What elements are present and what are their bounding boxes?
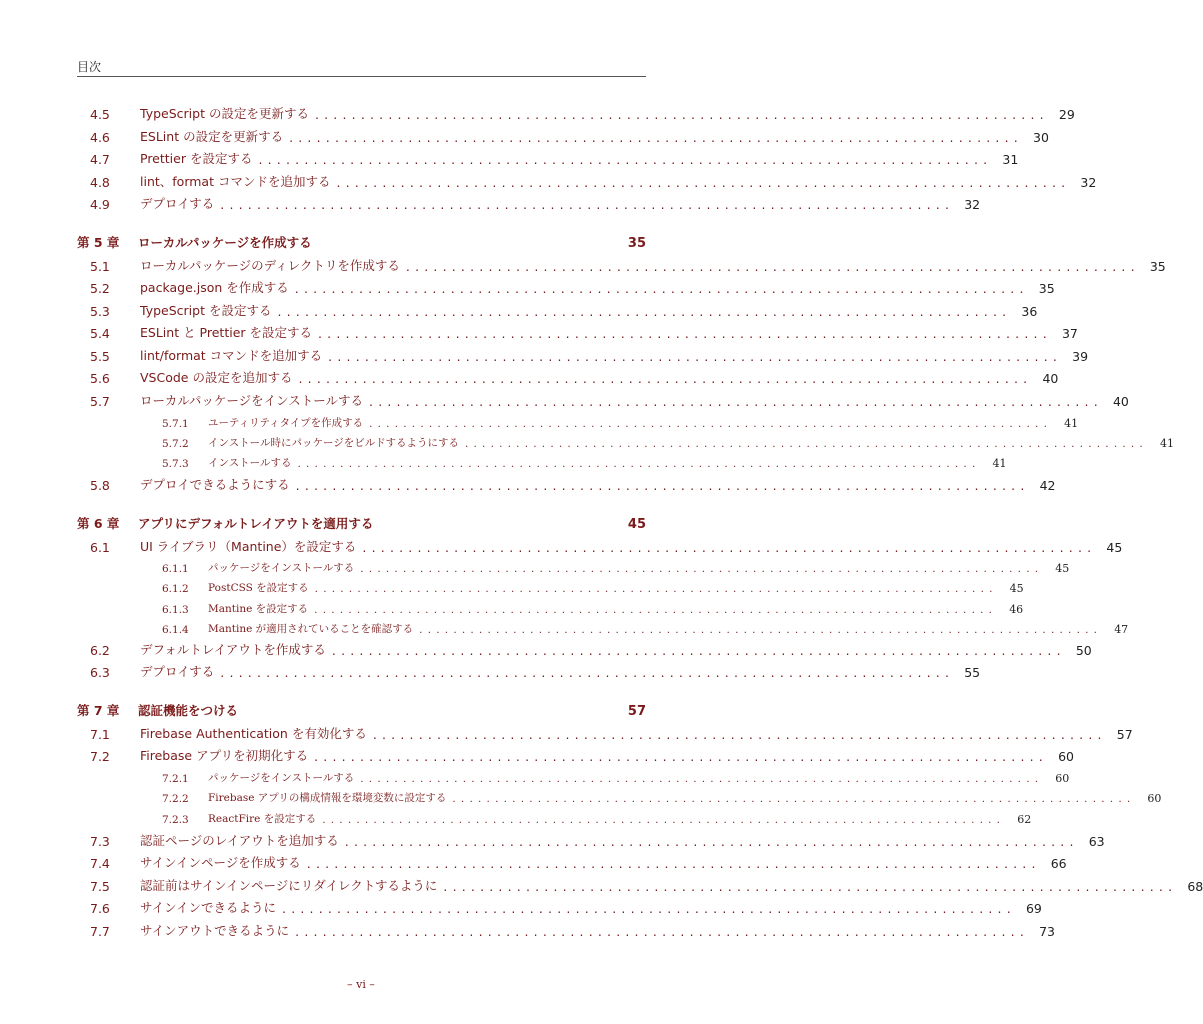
entry-number: 6.1.3 (162, 604, 189, 616)
entry-title: ESLint の設定を更新する (140, 129, 284, 144)
entry-number: 4.7 (90, 152, 110, 167)
entry-title: インストール時にパッケージをビルドするようにする (208, 437, 459, 449)
entry-number: 7.1 (90, 727, 110, 742)
dot-leader: ................................................................................ (298, 371, 1033, 386)
entry-page-number: 40 (1042, 371, 1059, 386)
entry-number: 7.3 (90, 834, 110, 849)
entry-number: 7.2 (90, 749, 110, 764)
page-folio: – vi – (347, 978, 375, 991)
entry-page-number: 69 (1025, 901, 1042, 916)
toc-section-entry[interactable] (77, 831, 1105, 849)
dot-leader: ................................................................................ (277, 304, 1012, 319)
toc-section-entry[interactable] (77, 301, 1038, 319)
dot-leader: ................................................................................ (314, 107, 1049, 122)
entry-title: Mantine を設定する (208, 603, 309, 615)
dot-leader: ................................................................................ (318, 326, 1052, 341)
entry-title: package.json を作成する (140, 280, 289, 295)
entry-number: 5.7.2 (162, 438, 189, 450)
entry-title: lint、format コマンドを追加する (140, 174, 331, 189)
toc-section-entry[interactable] (77, 876, 1203, 894)
entry-number: 7.6 (90, 901, 110, 916)
toc-section-entry[interactable] (77, 346, 1089, 364)
entry-title: サインインできるように (140, 900, 277, 915)
entry-number: 5.8 (90, 478, 110, 493)
entry-page-number: 45 (1055, 562, 1070, 575)
toc-chapter-entry[interactable] (77, 233, 646, 251)
toc-subsection-entry[interactable] (162, 618, 1129, 636)
toc-section-entry[interactable] (77, 149, 1019, 167)
toc-section-entry[interactable] (77, 104, 1075, 122)
entry-title: デプロイする (140, 664, 215, 679)
entry-page-number: 60 (1055, 772, 1070, 785)
header-rule (77, 76, 646, 77)
entry-page-number: 35 (627, 236, 646, 251)
entry-number: 5.7.1 (162, 418, 189, 430)
toc-chapter-entry[interactable] (77, 701, 646, 719)
entry-title: VSCode の設定を追加する (140, 370, 293, 385)
entry-page-number: 37 (1061, 326, 1078, 341)
entry-page-number: 41 (992, 457, 1007, 470)
toc-section-entry[interactable] (77, 662, 981, 680)
entry-page-number: 42 (1039, 478, 1056, 493)
dot-leader: ................................................................................ (220, 197, 955, 212)
toc-subsection-entry[interactable] (162, 767, 1070, 785)
entry-title: ローカルパッケージを作成する (138, 235, 312, 250)
toc-section-entry[interactable] (77, 724, 1133, 742)
entry-page-number: 41 (1159, 437, 1174, 450)
entry-page-number: 40 (1112, 394, 1129, 409)
entry-number: 第 5 章 (77, 235, 120, 250)
entry-number: 5.1 (90, 259, 110, 274)
toc-section-entry[interactable] (77, 853, 1067, 871)
entry-number: 6.1.2 (162, 583, 189, 595)
dot-leader: ................................................................................ (372, 727, 1107, 742)
dot-leader: ................................................................................ (331, 643, 1066, 658)
entry-page-number: 39 (1072, 349, 1089, 364)
toc-section-entry[interactable] (77, 194, 981, 212)
entry-title: Mantine が適用されていることを確認する (208, 623, 414, 635)
dot-leader: ................................................................................ (360, 773, 1044, 785)
entry-title: Firebase アプリを初期化する (140, 748, 309, 763)
dot-leader: ................................................................................ (322, 814, 1006, 826)
dot-leader: ................................................................................ (405, 259, 1140, 274)
entry-title: ローカルパッケージのディレクトリを作成する (140, 258, 400, 273)
dot-leader: ................................................................................ (314, 749, 1048, 764)
entry-title: Prettier を設定する (140, 151, 253, 166)
entry-title: 認証機能をつける (138, 703, 239, 718)
entry-title: Firebase Authentication を有効化する (140, 726, 367, 741)
toc-subsection-entry[interactable] (162, 808, 1032, 826)
entry-title: TypeScript を設定する (140, 303, 272, 318)
entry-number: 6.1.1 (162, 563, 189, 575)
entry-title: パッケージをインストールする (208, 562, 355, 574)
entry-number: 5.6 (90, 371, 110, 386)
entry-title: ReactFire を設定する (208, 813, 317, 825)
toc-subsection-entry[interactable] (162, 598, 1024, 616)
dot-leader: ................................................................................ (306, 856, 1041, 871)
dot-leader: ................................................................................ (360, 563, 1044, 575)
dot-leader: ................................................................................ (295, 478, 1030, 493)
entry-page-number: 57 (1116, 727, 1133, 742)
entry-number: 6.2 (90, 643, 110, 658)
entry-title: サインアウトできるように (140, 923, 290, 938)
entry-number: 6.3 (90, 665, 110, 680)
entry-number: 7.2.2 (162, 793, 189, 805)
entry-number: 7.7 (90, 924, 110, 939)
entry-number: 4.9 (90, 197, 110, 212)
dot-leader: ................................................................................ (294, 281, 1029, 296)
toc-section-entry[interactable] (77, 323, 1078, 341)
entry-number: 4.8 (90, 175, 110, 190)
toc-section-entry[interactable] (77, 127, 1049, 145)
dot-leader: ................................................................................ (220, 665, 955, 680)
entry-page-number: 45 (1009, 582, 1024, 595)
entry-title: Firebase アプリの構成情報を環境変数に設定する (208, 792, 447, 804)
entry-page-number: 60 (1058, 749, 1074, 764)
entry-page-number: 46 (1009, 603, 1024, 616)
toc-section-entry[interactable] (77, 368, 1059, 386)
entry-page-number: 63 (1088, 834, 1105, 849)
dot-leader: ................................................................................ (289, 130, 1023, 145)
entry-page-number: 73 (1039, 924, 1056, 939)
entry-title: デフォルトレイアウトを作成する (140, 642, 326, 657)
entry-number: 第 7 章 (77, 703, 120, 718)
entry-number: 6.1.4 (162, 624, 189, 636)
toc-section-entry[interactable] (77, 475, 1056, 493)
entry-page-number: 32 (964, 197, 981, 212)
entry-title: 認証前はサインインページにリダイレクトするように (140, 878, 438, 893)
dot-leader: ................................................................................ (369, 394, 1103, 409)
entry-page-number: 68 (1187, 879, 1203, 894)
entry-number: 7.5 (90, 879, 110, 894)
toc-section-entry[interactable] (77, 640, 1092, 658)
toc-section-entry[interactable] (77, 172, 1097, 190)
dot-leader: ................................................................................ (369, 418, 1053, 430)
dot-leader: ................................................................................ (452, 793, 1136, 805)
entry-title: アプリにデフォルトレイアウトを適用する (138, 516, 374, 531)
entry-page-number: 41 (1064, 417, 1079, 430)
dot-leader: ................................................................................ (314, 583, 998, 595)
toc-section-entry[interactable] (77, 256, 1166, 274)
entry-number: 7.2.3 (162, 814, 189, 826)
toc-subsection-entry[interactable] (162, 452, 1007, 470)
entry-page-number: 55 (964, 665, 981, 680)
toc-section-entry[interactable] (77, 391, 1129, 409)
dot-leader: ................................................................................ (443, 879, 1178, 894)
dot-leader: ................................................................................ (314, 604, 998, 616)
toc-section-entry[interactable] (77, 537, 1123, 555)
entry-number: 5.3 (90, 304, 110, 319)
toc-section-entry[interactable] (77, 898, 1042, 916)
entry-page-number: 35 (1038, 281, 1055, 296)
entry-title: ESLint と Prettier を設定する (140, 325, 312, 340)
entry-page-number: 60 (1147, 792, 1162, 805)
dot-leader: ................................................................................ (464, 438, 1148, 450)
entry-number: 4.6 (90, 130, 110, 145)
dot-leader: ................................................................................ (258, 152, 993, 167)
toc-subsection-entry[interactable] (162, 557, 1070, 575)
toc-subsection-entry[interactable] (162, 432, 1174, 450)
entry-number: 7.2.1 (162, 773, 189, 785)
entry-page-number: 66 (1050, 856, 1067, 871)
toc-chapter-entry[interactable] (77, 514, 646, 532)
entry-page-number: 35 (1149, 259, 1166, 274)
entry-number: 5.5 (90, 349, 110, 364)
toc-section-entry[interactable] (77, 921, 1056, 939)
entry-title: 認証ページのレイアウトを追加する (140, 833, 339, 848)
entry-title: TypeScript の設定を更新する (140, 106, 309, 121)
toc-subsection-entry[interactable] (162, 577, 1024, 595)
entry-page-number: 30 (1033, 130, 1049, 145)
entry-title: デプロイできるようにする (140, 477, 290, 492)
dot-leader: ................................................................................ (344, 834, 1079, 849)
toc-section-entry[interactable] (77, 746, 1074, 764)
entry-title: パッケージをインストールする (208, 772, 355, 784)
running-head: 目次 (77, 60, 102, 74)
entry-title: ローカルパッケージをインストールする (140, 393, 364, 408)
toc-section-entry[interactable] (77, 278, 1055, 296)
dot-leader: ................................................................................ (336, 175, 1071, 190)
dot-leader: ................................................................................ (419, 624, 1103, 636)
entry-number: 4.5 (90, 107, 110, 122)
entry-title: デプロイする (140, 196, 215, 211)
dot-leader: ................................................................................ (282, 901, 1016, 916)
entry-title: lint/format コマンドを追加する (140, 348, 323, 363)
entry-title: UI ライブラリ（Mantine）を設定する (140, 539, 357, 554)
entry-page-number: 31 (1002, 152, 1019, 167)
entry-number: 5.4 (90, 326, 110, 341)
entry-title: インストールする (208, 457, 292, 469)
entry-number: 6.1 (90, 540, 110, 555)
entry-page-number: 62 (1017, 813, 1032, 826)
dot-leader: ................................................................................ (362, 540, 1097, 555)
entry-title: サインインページを作成する (140, 855, 301, 870)
dot-leader: ................................................................................ (295, 924, 1030, 939)
entry-number: 5.2 (90, 281, 110, 296)
dot-leader: ................................................................................ (328, 349, 1063, 364)
entry-number: 5.7.3 (162, 458, 189, 470)
entry-page-number: 29 (1058, 107, 1075, 122)
entry-number: 5.7 (90, 394, 110, 409)
entry-page-number: 36 (1021, 304, 1038, 319)
entry-page-number: 45 (627, 517, 646, 532)
entry-title: PostCSS を設定する (208, 582, 309, 594)
entry-page-number: 32 (1080, 175, 1097, 190)
entry-number: 第 6 章 (77, 516, 120, 531)
entry-title: ユーティリティタイプを作成する (208, 417, 364, 429)
toc-subsection-entry[interactable] (162, 787, 1162, 805)
toc-subsection-entry[interactable] (162, 412, 1079, 430)
entry-page-number: 47 (1114, 623, 1129, 636)
entry-number: 7.4 (90, 856, 110, 871)
dot-leader: ................................................................................ (297, 458, 981, 470)
entry-page-number: 50 (1075, 643, 1092, 658)
entry-page-number: 57 (627, 704, 646, 719)
entry-page-number: 45 (1106, 540, 1123, 555)
